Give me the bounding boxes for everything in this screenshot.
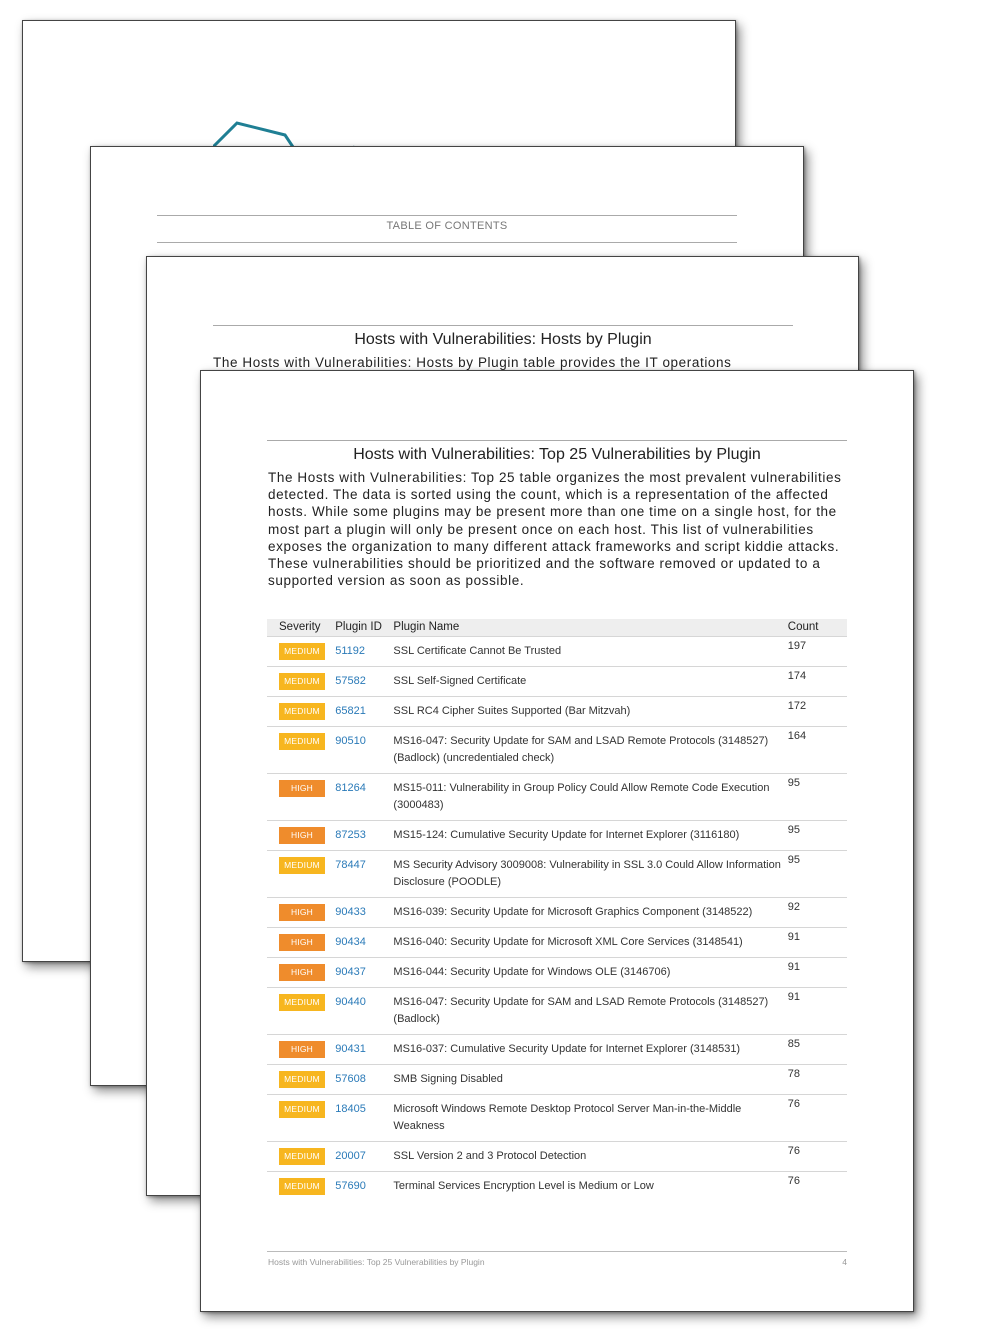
severity-cell bbox=[267, 697, 335, 727]
section-intro: The Hosts with Vulnerabilities: Hosts by Plugin table provides the IT operations bbox=[213, 355, 732, 370]
toc-title: TABLE OF CONTENTS bbox=[386, 220, 508, 232]
count-cell: 174 bbox=[788, 667, 847, 697]
header-plugin-name: Plugin Name bbox=[393, 619, 787, 637]
count-cell: 91 bbox=[788, 958, 847, 988]
count-cell: 95 bbox=[788, 821, 847, 851]
header-plugin-id: Plugin ID bbox=[335, 619, 393, 637]
count-cell: 172 bbox=[788, 697, 847, 727]
count-cell: 76 bbox=[788, 1095, 847, 1142]
plugin-name-cell: SSL Version 2 and 3 Protocol Detection bbox=[393, 1142, 787, 1172]
severity-cell bbox=[267, 667, 335, 697]
severity-cell bbox=[267, 774, 335, 821]
table-header-row bbox=[267, 619, 847, 637]
table-body bbox=[267, 637, 847, 1202]
plugin-id-cell bbox=[335, 898, 393, 928]
severity-cell bbox=[267, 1065, 335, 1095]
plugin-id-cell bbox=[335, 1065, 393, 1095]
toc-top-rule bbox=[157, 215, 737, 216]
plugin-id-cell bbox=[335, 697, 393, 727]
section-title: Hosts with Vulnerabilities: Hosts by Plugin bbox=[354, 331, 652, 348]
page-number: 4 bbox=[842, 1257, 847, 1267]
footer-rule bbox=[267, 1251, 847, 1252]
plugin-id-link[interactable]: 90434 bbox=[335, 936, 366, 948]
table-row bbox=[267, 988, 847, 1035]
table-row bbox=[267, 774, 847, 821]
plugin-id-cell bbox=[335, 774, 393, 821]
plugin-id-cell bbox=[335, 1172, 393, 1202]
severity-badge: HIGH bbox=[279, 1041, 325, 1058]
severity-cell bbox=[267, 1142, 335, 1172]
count-cell: 95 bbox=[788, 851, 847, 898]
severity-cell bbox=[267, 1095, 335, 1142]
count-cell: 76 bbox=[788, 1142, 847, 1172]
plugin-id-link[interactable]: 57582 bbox=[335, 675, 366, 687]
plugin-name-cell: SMB Signing Disabled bbox=[393, 1065, 787, 1095]
plugin-id-link[interactable]: 90510 bbox=[335, 735, 366, 747]
table-row bbox=[267, 637, 847, 667]
severity-cell bbox=[267, 727, 335, 774]
severity-cell bbox=[267, 1035, 335, 1065]
plugin-id-link[interactable]: 57608 bbox=[335, 1073, 366, 1085]
plugin-id-link[interactable]: 90437 bbox=[335, 966, 366, 978]
table-row bbox=[267, 851, 847, 898]
plugin-id-link[interactable]: 87253 bbox=[335, 829, 366, 841]
toc-bottom-rule bbox=[157, 242, 737, 243]
plugin-id-link[interactable]: 90431 bbox=[335, 1043, 366, 1055]
count-cell: 92 bbox=[788, 898, 847, 928]
count-cell: 95 bbox=[788, 774, 847, 821]
plugin-name-cell: MS16-047: Security Update for SAM and LSAD Remote Protocols (3148527) (Badlock) bbox=[393, 988, 787, 1035]
count-cell: 78 bbox=[788, 1065, 847, 1095]
table-row bbox=[267, 928, 847, 958]
severity-badge: MEDIUM bbox=[279, 857, 325, 874]
plugin-id-cell bbox=[335, 928, 393, 958]
severity-cell bbox=[267, 637, 335, 667]
count-cell: 91 bbox=[788, 988, 847, 1035]
count-cell: 197 bbox=[788, 637, 847, 667]
count-cell: 91 bbox=[788, 928, 847, 958]
plugin-name-cell: MS15-011: Vulnerability in Group Policy Could Allow Remote Code Execution (3000483) bbox=[393, 774, 787, 821]
plugin-id-link[interactable]: 90433 bbox=[335, 906, 366, 918]
table-row bbox=[267, 727, 847, 774]
count-cell: 164 bbox=[788, 727, 847, 774]
plugin-id-cell bbox=[335, 1095, 393, 1142]
plugin-name-cell: MS Security Advisory 3009008: Vulnerability in SSL 3.0 Could Allow Information Disclosure (POODLE) bbox=[393, 851, 787, 898]
table-row bbox=[267, 1065, 847, 1095]
plugin-id-link[interactable]: 65821 bbox=[335, 705, 366, 717]
severity-badge: MEDIUM bbox=[279, 643, 325, 660]
plugin-id-cell bbox=[335, 1035, 393, 1065]
severity-badge: HIGH bbox=[279, 934, 325, 951]
severity-cell bbox=[267, 958, 335, 988]
plugin-name-cell: MS16-039: Security Update for Microsoft Graphics Component (3148522) bbox=[393, 898, 787, 928]
plugin-name-cell: MS16-047: Security Update for SAM and LSAD Remote Protocols (3148527) (Badlock) (uncredentialed check) bbox=[393, 727, 787, 774]
plugin-id-cell bbox=[335, 1142, 393, 1172]
plugin-name-cell: SSL Self-Signed Certificate bbox=[393, 667, 787, 697]
plugin-id-cell bbox=[335, 637, 393, 667]
section-rule bbox=[267, 440, 847, 441]
plugin-id-cell bbox=[335, 988, 393, 1035]
severity-badge: MEDIUM bbox=[279, 1101, 325, 1118]
severity-badge: MEDIUM bbox=[279, 994, 325, 1011]
header-severity: Severity bbox=[267, 619, 335, 637]
plugin-id-cell bbox=[335, 667, 393, 697]
severity-cell bbox=[267, 1172, 335, 1202]
plugin-id-cell bbox=[335, 851, 393, 898]
plugin-id-cell bbox=[335, 958, 393, 988]
table-row bbox=[267, 958, 847, 988]
page-title: Hosts with Vulnerabilities: Top 25 Vulnerabilities by Plugin bbox=[353, 446, 761, 463]
severity-badge: HIGH bbox=[279, 964, 325, 981]
plugin-id-cell bbox=[335, 821, 393, 851]
severity-cell bbox=[267, 988, 335, 1035]
section-rule bbox=[213, 325, 793, 326]
header-count: Count bbox=[788, 619, 847, 637]
plugin-name-cell: MS15-124: Cumulative Security Update for Internet Explorer (3116180) bbox=[393, 821, 787, 851]
severity-cell bbox=[267, 821, 335, 851]
plugin-name-cell: MS16-040: Security Update for Microsoft XML Core Services (3148541) bbox=[393, 928, 787, 958]
top25-page bbox=[200, 370, 914, 1312]
plugin-id-link[interactable]: 20007 bbox=[335, 1150, 366, 1162]
severity-cell bbox=[267, 851, 335, 898]
plugin-name-cell: MS16-044: Security Update for Windows OLE (3146706) bbox=[393, 958, 787, 988]
count-cell: 85 bbox=[788, 1035, 847, 1065]
severity-badge: MEDIUM bbox=[279, 1178, 325, 1195]
plugin-id-link[interactable]: 51192 bbox=[335, 645, 366, 657]
severity-cell bbox=[267, 898, 335, 928]
table-row bbox=[267, 1142, 847, 1172]
severity-badge: HIGH bbox=[279, 827, 325, 844]
plugin-id-link[interactable]: 81264 bbox=[335, 782, 366, 794]
plugin-id-link[interactable]: 57690 bbox=[335, 1180, 366, 1192]
table-row bbox=[267, 821, 847, 851]
severity-badge: HIGH bbox=[279, 780, 325, 797]
severity-badge: MEDIUM bbox=[279, 1071, 325, 1088]
table-row bbox=[267, 898, 847, 928]
plugin-id-link[interactable]: 78447 bbox=[335, 859, 366, 871]
severity-badge: MEDIUM bbox=[279, 733, 325, 750]
plugin-id-link[interactable]: 18405 bbox=[335, 1103, 366, 1115]
count-cell: 76 bbox=[788, 1172, 847, 1202]
table-row bbox=[267, 1172, 847, 1202]
table-row bbox=[267, 1035, 847, 1065]
plugin-id-link[interactable]: 90440 bbox=[335, 996, 366, 1008]
footer-title: Hosts with Vulnerabilities: Top 25 Vulnerabilities by Plugin bbox=[268, 1257, 485, 1267]
plugin-name-cell: SSL Certificate Cannot Be Trusted bbox=[393, 637, 787, 667]
table-row bbox=[267, 697, 847, 727]
intro-paragraph: The Hosts with Vulnerabilities: Top 25 table organizes the most prevalent vulnerabilities detected. The data is sorted using the count, which is a representation of the affected hosts. While some plugins may be present more than one time on a single host, for the most part a plugin will only be present once on each host. This list of vulnerabilities exposes the organization to many different attack frameworks and script kiddie attacks. These vulnerabilities should be prioritized and the software removed or updated to a supported version as soon as possible. bbox=[268, 470, 842, 589]
plugin-name-cell: Terminal Services Encryption Level is Medium or Low bbox=[393, 1172, 787, 1202]
severity-badge: MEDIUM bbox=[279, 673, 325, 690]
vulnerability-table bbox=[267, 619, 847, 1201]
severity-cell bbox=[267, 928, 335, 958]
table-row bbox=[267, 1095, 847, 1142]
table-row bbox=[267, 667, 847, 697]
plugin-name-cell: Microsoft Windows Remote Desktop Protocol Server Man-in-the-Middle Weakness bbox=[393, 1095, 787, 1142]
plugin-name-cell: MS16-037: Cumulative Security Update for Internet Explorer (3148531) bbox=[393, 1035, 787, 1065]
severity-badge: MEDIUM bbox=[279, 1148, 325, 1165]
severity-badge: MEDIUM bbox=[279, 703, 325, 720]
plugin-name-cell: SSL RC4 Cipher Suites Supported (Bar Mitzvah) bbox=[393, 697, 787, 727]
plugin-id-cell bbox=[335, 727, 393, 774]
severity-badge: HIGH bbox=[279, 904, 325, 921]
